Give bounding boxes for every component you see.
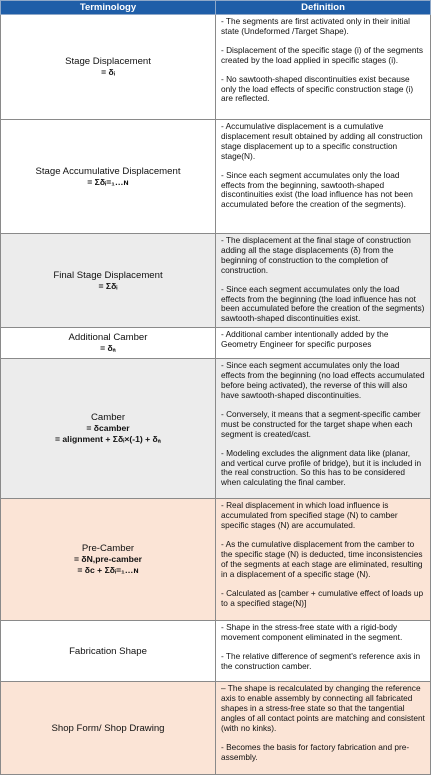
table-header-row [1,1,431,15]
definition-cell [216,682,431,775]
definition-cell [216,359,431,499]
definition-cell [216,328,431,359]
definition-cell [216,120,431,234]
term-formula-expression: = δc + Σδᵢ=₁…ɴ [77,565,139,576]
term-cell [1,15,216,120]
definition-header: Definition [216,1,431,15]
definition-paragraph: - Since each segment accumulates only the load effects from the beginning, sawtooth-shaped discontinuities exist (the load influence has not been accumulated before the creation of the segments). [221,169,413,210]
term-cell [1,682,216,775]
table-row [1,120,431,234]
definition-paragraph: - The segments are first activated only in their initial state (Undeformed /Target Shape). [221,16,410,36]
term-formula: = Σδᵢ=₁…ɴ [87,176,129,187]
table-row [1,234,431,328]
definition-paragraph: - Since each segment accumulates only the load effects from the beginning (no load effects accumulated before being activated), the reverse of this will also have sawtooth-shaped discontinuities. [221,360,425,400]
definition-cell [216,621,431,682]
definition-cell [216,499,431,621]
definition-cell [216,234,431,328]
terminology-header: Terminology [1,1,216,15]
definition-paragraph: - Real displacement in which load influence is accumulated from specified stage (N) to camber specific stages (N) are accumulated. [221,500,398,531]
table-row [1,682,431,775]
definition-paragraph: - Since each segment accumulates only the load effects from the beginning (the load influence has not been accumulated before the creation of the segments) sawtooth-shaped discontinuities exist. [221,283,425,324]
term-name: Additional Camber [68,332,148,344]
definition-paragraph: - Conversely, it means that a segment-specific camber must be constructed for the target shape when each segment is created/cast. [221,408,421,439]
definition-cell [216,15,431,120]
term-formula: = δᵢ [101,67,115,77]
definition-paragraph: - Calculated as [camber + cumulative effect of loads up to a specified stage(N)] [221,587,424,608]
definition-paragraph: - No sawtooth-shaped discontinuities exist because only the load effects of specific construction stage (i) are reflected. [221,73,414,104]
term-cell [1,328,216,359]
term-cell [1,120,216,234]
term-formula: = δcamber [86,423,130,434]
definition-paragraph: – The shape is recalculated by changing the reference axis to enable assembly by connecting all fabricated shapes in a stress-free state so that the tangential angles of all contact points are matching and consistent (with no kinks). [221,683,425,733]
table-row [1,621,431,682]
term-name: Fabrication Shape [69,645,147,657]
definition-paragraph: - The displacement at the final stage of construction adding all the stage displacements (δ) from the beginning of construction to the completion of construction. [221,235,411,275]
term-name: Final Stage Displacement [53,269,163,281]
term-formula: = δₐ [100,343,116,354]
definition-paragraph: - Additional camber intentionally added by the Geometry Engineer for specific purposes [221,329,389,350]
term-name: Camber [90,412,126,424]
definition-paragraph: - Accumulative displacement is a cumulative displacement result obtained by adding all construction stage displacement up to a specific construction stage(N). [221,121,423,161]
definition-paragraph: - Shape in the stress-free state with a rigid-body movement component eliminated in the segment. [221,622,403,643]
definition-paragraph: - Modeling excludes the alignment data like (planar, and vertical curve profile of bridge), but it is included in the real construction. So this has to be considered when calculating the final camber. [221,447,422,488]
term-cell [1,499,216,621]
definition-paragraph: - The relative difference of segment's reference axis in the construction camber. [221,651,421,671]
table-row [1,328,431,359]
term-formula: = Σδᵢ [98,280,118,291]
table-row [1,15,431,120]
definition-paragraph: - As the cumulative displacement from the camber to the specific stage (N) is deducted, time inconsistencies of the segments at each stage are eliminated, resulting in a displacement of a specific stage (N). [221,538,423,579]
term-cell [1,621,216,682]
term-cell [1,234,216,328]
definition-paragraph: - Displacement of the specific stage (i) of the segments created by the load applied in specific stages (i). [221,44,423,65]
term-formula: = δN,pre-camber [73,554,143,565]
term-cell [1,359,216,499]
term-name: Stage Displacement [65,56,151,67]
definition-paragraph: - Becomes the basis for factory fabrication and pre-assembly. [221,741,410,762]
table-row [1,499,431,621]
term-formula-expression: = alignment + Σδᵢ×(-1) + δₐ [55,434,161,445]
term-name: Stage Accumulative Displacement [35,165,181,177]
term-name: Shop Form/ Shop Drawing [51,722,165,734]
term-name: Pre-Camber [81,543,135,555]
table-row [1,359,431,499]
